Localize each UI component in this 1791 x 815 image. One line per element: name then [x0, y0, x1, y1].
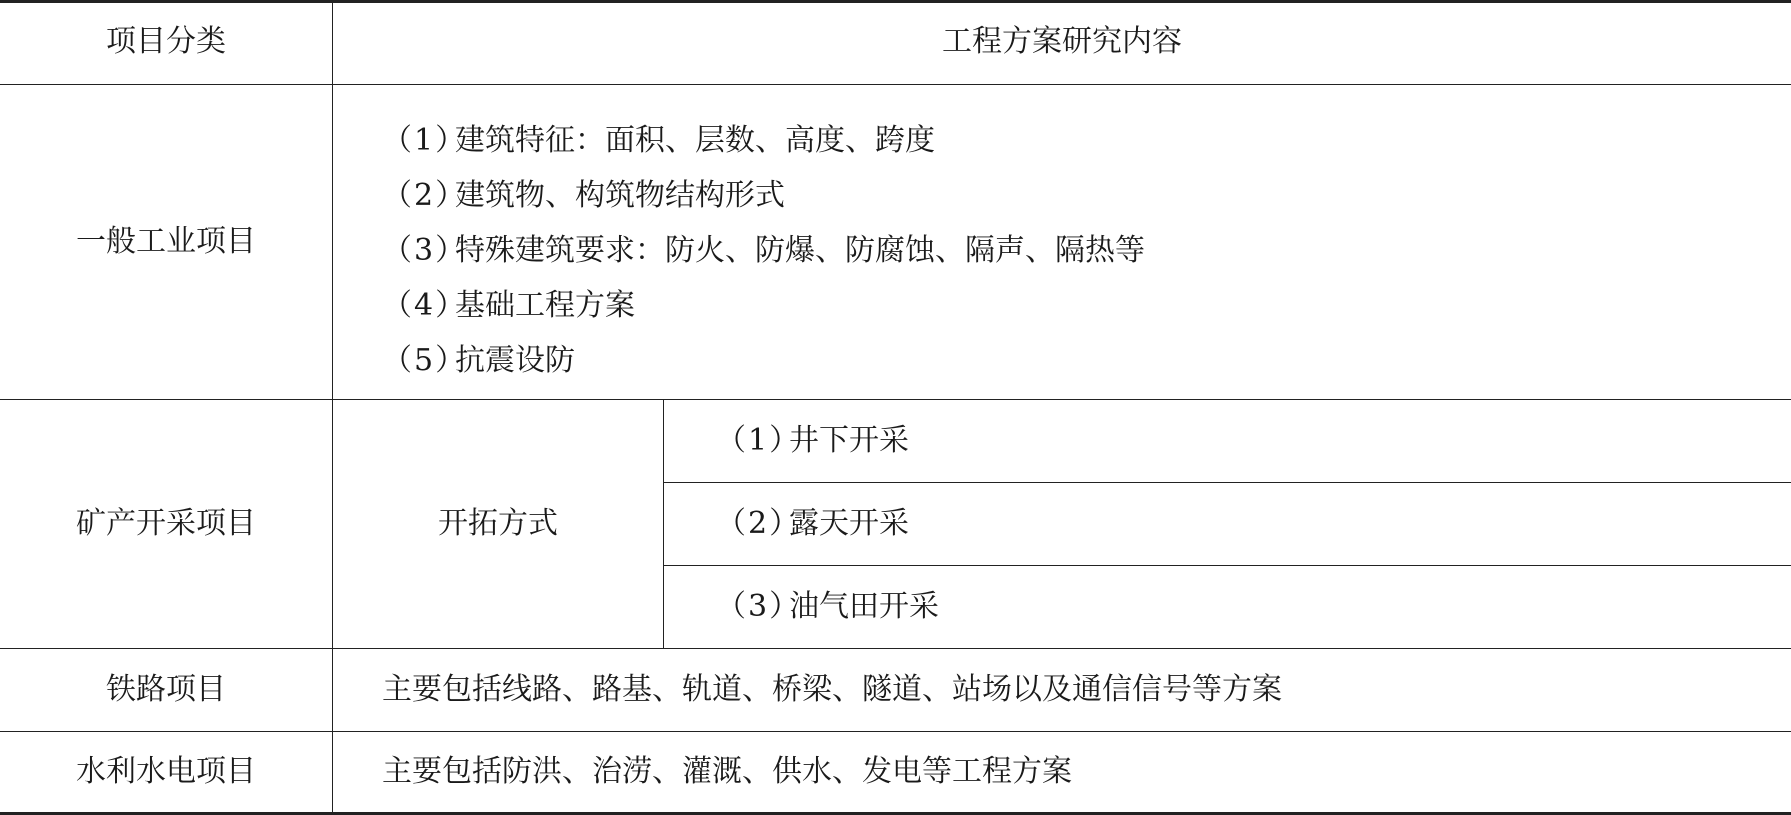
- item-text: 基础工程方案: [455, 287, 635, 323]
- general-industry-list: [382, 109, 1145, 384]
- list-item: [382, 274, 1145, 329]
- railway-content: 主要包括线路、路基、轨道、桥梁、隧道、站场以及通信信号等方案: [382, 672, 1282, 707]
- header-category: 项目分类: [106, 24, 226, 59]
- item-text: 井下开采: [789, 423, 909, 458]
- item-number: （1）: [382, 122, 468, 158]
- category-general-industry: 一般工业项目: [76, 224, 256, 259]
- list-item: [382, 219, 1145, 274]
- mining-item-3: [716, 566, 1786, 648]
- category-hydro: 水利水电项目: [76, 754, 256, 789]
- item-number: （3）: [382, 232, 468, 268]
- mining-subcategory: 开拓方式: [438, 506, 558, 541]
- item-text: 油气田开采: [789, 589, 939, 624]
- item-number: （2）: [382, 177, 468, 213]
- category-railway: 铁路项目: [106, 672, 226, 707]
- list-item: [382, 329, 1145, 384]
- item-number: （1）: [716, 423, 802, 458]
- item-text: 建筑物、构筑物结构形式: [455, 177, 785, 213]
- header-content: 工程方案研究内容: [942, 24, 1182, 59]
- mining-item-2: [716, 483, 1786, 565]
- item-number: （3）: [716, 589, 802, 624]
- item-text: 抗震设防: [455, 342, 575, 378]
- hydro-content: 主要包括防洪、治涝、灌溉、供水、发电等工程方案: [382, 754, 1072, 789]
- item-text: 建筑特征：面积、层数、高度、跨度: [455, 122, 935, 158]
- mining-item-1: [716, 400, 1786, 482]
- list-item: [382, 109, 1145, 164]
- category-mining: 矿产开采项目: [76, 506, 256, 541]
- mining-column-divider: [663, 399, 664, 648]
- list-item: [382, 164, 1145, 219]
- item-number: （5）: [382, 342, 468, 378]
- item-text: 特殊建筑要求：防火、防爆、防腐蚀、隔声、隔热等: [455, 232, 1145, 268]
- item-number: （2）: [716, 506, 802, 541]
- item-number: （4）: [382, 287, 468, 323]
- item-text: 露天开采: [789, 506, 909, 541]
